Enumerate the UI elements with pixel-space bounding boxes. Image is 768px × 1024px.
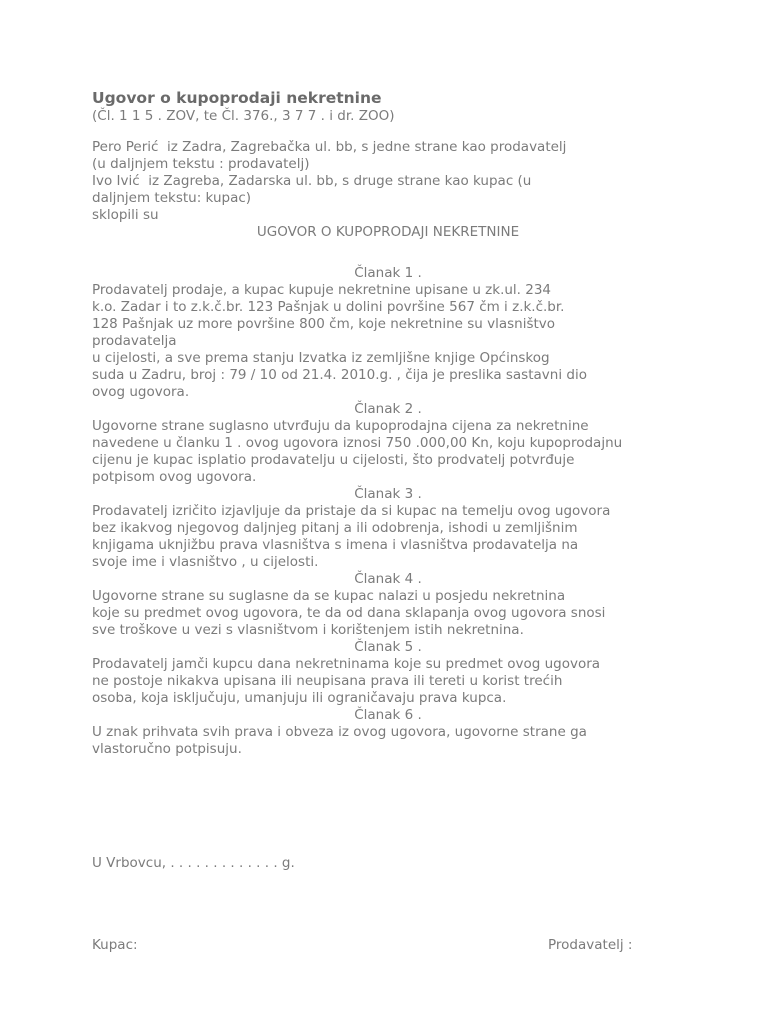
- article-line: Prodavatelj jamči kupcu dana nekretninama koje su predmet ovog ugovora: [92, 656, 601, 672]
- article-line: knjigama uknjižbu prava vlasništva s imena i vlasništva prodavatelja na: [92, 537, 579, 553]
- article-line: u cijelosti, a sve prema stanju Izvatka iz zemljišne knjige Općinskog: [92, 350, 550, 366]
- article-heading: Članak 4 .: [354, 571, 422, 587]
- document-subtitle: (Čl. 1 1 5 . ZOV, te Čl. 376., 3 7 7 . i dr. ZOO): [92, 108, 395, 124]
- article-heading: Članak 1 .: [354, 265, 422, 281]
- article-5: [92, 639, 684, 707]
- article-heading: Članak 5 .: [354, 639, 422, 655]
- document-title: Ugovor o kupoprodaji nekretnine: [92, 89, 382, 107]
- article-line: Prodavatelj prodaje, a kupac kupuje nekretnine upisane u zk.ul. 234: [92, 282, 552, 298]
- preamble-line: (u daljnjem tekstu : prodavatelj): [92, 156, 310, 172]
- preamble: [92, 139, 684, 224]
- article-4: [92, 571, 684, 639]
- closing-place-date: U Vrbovcu, . . . . . . . . . . . . . g.: [92, 855, 295, 871]
- article-3: [92, 486, 684, 571]
- article-2: [92, 401, 684, 486]
- article-6: [92, 707, 684, 758]
- signature-row: [92, 937, 684, 954]
- preamble-line: Ivo Ivić iz Zagreba, Zadarska ul. bb, s druge strane kao kupac (u: [92, 173, 532, 189]
- article-line: prodavatelja: [92, 333, 177, 349]
- article-line: Ugovorne strane suglasno utvrđuju da kupoprodajna cijena za nekretnine: [92, 418, 589, 434]
- article-line: sve troškove u vezi s vlasništvom i korištenjem istih nekretnina.: [92, 622, 524, 638]
- buyer-signature-label: Kupac:: [92, 937, 138, 953]
- preamble-line: sklopili su: [92, 207, 159, 223]
- seller-signature-label: Prodavatelj :: [548, 937, 633, 953]
- document-content: [92, 88, 684, 954]
- article-line: koje su predmet ovog ugovora, te da od dana sklapanja ovog ugovora snosi: [92, 605, 606, 621]
- contract-heading: UGOVOR O KUPOPRODAJI NEKRETNINE: [256, 224, 520, 240]
- preamble-line: Pero Perić iz Zadra, Zagrebačka ul. bb, s jedne strane kao prodavatelj: [92, 139, 567, 155]
- article-line: cijenu je kupac isplatio prodavatelju u cijelosti, što prodvatelj potvrđuje: [92, 452, 575, 468]
- article-heading: Članak 3 .: [354, 486, 422, 502]
- article-line: bez ikakvog njegovog daljnjeg pitanj a ili odobrenja, ishodi u zemljišnim: [92, 520, 578, 536]
- article-line: osoba, koja isključuju, umanjuju ili ograničavaju prava kupca.: [92, 690, 507, 706]
- article-heading: Članak 6 .: [354, 707, 422, 723]
- article-line: U znak prihvata svih prava i obveza iz ovog ugovora, ugovorne strane ga: [92, 724, 587, 740]
- article-line: potpisom ovog ugovora.: [92, 469, 257, 485]
- article-line: vlastoručno potpisuju.: [92, 741, 242, 757]
- article-line: svoje ime i vlasništvo , u cijelosti.: [92, 554, 319, 570]
- preamble-line: daljnjem tekstu: kupac): [92, 190, 252, 206]
- article-line: suda u Zadru, broj : 79 / 10 od 21.4. 2010.g. , čija je preslika sastavni dio: [92, 367, 587, 383]
- article-line: ne postoje nikakva upisana ili neupisana prava ili tereti u korist trećih: [92, 673, 563, 689]
- article-line: k.o. Zadar i to z.k.č.br. 123 Pašnjak u dolini površine 567 čm i z.k.č.br.: [92, 299, 565, 315]
- article-1: [92, 265, 684, 401]
- article-line: Ugovorne strane su suglasne da se kupac nalazi u posjedu nekretnina: [92, 588, 566, 604]
- article-line: ovog ugovora.: [92, 384, 190, 400]
- article-heading: Članak 2 .: [354, 401, 422, 417]
- article-line: 128 Pašnjak uz more površine 800 čm, koje nekretnine su vlasništvo: [92, 316, 556, 332]
- article-line: Prodavatelj izričito izjavljuje da pristaje da si kupac na temelju ovog ugovora: [92, 503, 611, 519]
- article-line: navedene u članku 1 . ovog ugovora iznosi 750 .000,00 Kn, koju kupoprodajnu: [92, 435, 623, 451]
